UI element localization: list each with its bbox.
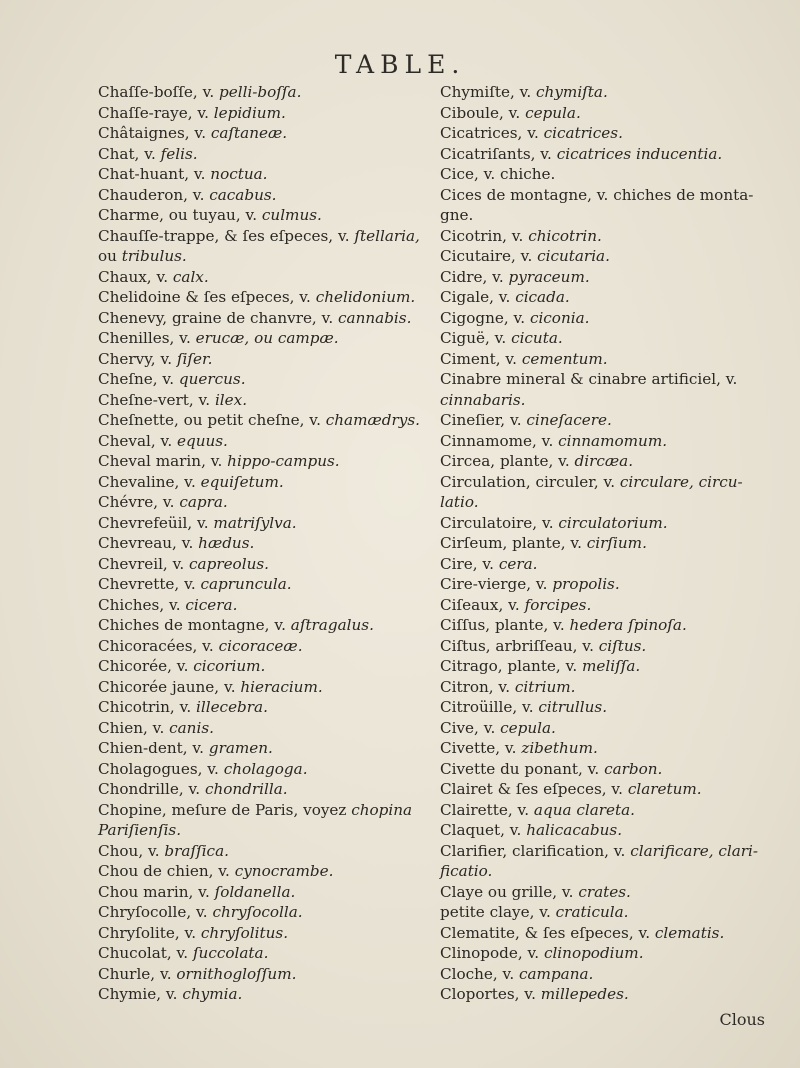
index-entry	[98, 984, 433, 1005]
entry-latin: quercus.	[178, 370, 246, 388]
entry-term: Cholagogues, v.	[98, 759, 224, 778]
entry-latin: circulatorium.	[558, 513, 668, 532]
index-entry	[98, 800, 433, 821]
index-entry	[440, 82, 785, 103]
index-entry	[98, 677, 433, 698]
index-entry	[440, 595, 785, 616]
entry-latin: zibethum.	[521, 739, 598, 757]
index-entry	[440, 759, 785, 780]
entry-latin: braſſica.	[164, 841, 229, 860]
entry-latin: cannabis.	[338, 308, 412, 327]
index-entry	[440, 984, 785, 1005]
index-entry	[98, 820, 433, 841]
index-entry	[98, 615, 433, 636]
entry-term: Chopine, meſure de Paris, voyez	[98, 800, 352, 819]
index-entry	[98, 82, 433, 103]
entry-latin: gramen.	[208, 739, 273, 757]
index-entry	[440, 656, 785, 677]
index-entry	[98, 882, 433, 903]
index-entry	[98, 267, 433, 288]
index-entry	[440, 103, 785, 124]
index-entry	[98, 738, 433, 759]
entry-latin: circulare, circu-	[619, 472, 743, 491]
index-entry	[98, 205, 433, 226]
entry-term: Chou marin, v.	[98, 882, 215, 901]
entry-latin: hieracium.	[240, 677, 323, 696]
entry-latin: chicotrin.	[528, 226, 602, 245]
entry-term: Cicatriſants, v.	[440, 144, 557, 163]
entry-latin: cementum.	[521, 349, 608, 368]
entry-latin: meliſſa.	[582, 657, 641, 675]
index-entry	[98, 759, 433, 780]
entry-term: Chevrette, v.	[98, 575, 201, 593]
entry-latin: cacabus.	[209, 185, 277, 204]
index-entry	[98, 164, 433, 185]
entry-term: Ciſtus, arbriſſeau, v.	[440, 636, 599, 655]
index-entry	[98, 369, 433, 390]
entry-term: Clairet & ſes eſpeces, v.	[440, 780, 628, 798]
entry-term: Clarifier, clarification, v.	[440, 841, 631, 860]
entry-latin: campana.	[518, 964, 594, 983]
entry-latin: hædus.	[198, 534, 255, 552]
index-entry	[98, 349, 433, 370]
index-entry	[440, 226, 785, 247]
index-entry	[440, 513, 785, 534]
index-entry	[98, 144, 433, 165]
entry-term: Chien-dent, v.	[98, 739, 209, 757]
entry-latin: cepula.	[500, 718, 556, 737]
entry-term: Chiches de montagne, v.	[98, 616, 291, 634]
entry-latin: hippo-campus.	[227, 452, 340, 470]
entry-latin: cynocrambe.	[234, 862, 334, 880]
index-entry	[98, 328, 433, 349]
entry-term: Claquet, v.	[440, 821, 527, 839]
index-entry	[440, 861, 785, 882]
entry-latin: clematis.	[654, 923, 725, 942]
index-entry	[440, 902, 785, 923]
entry-latin: millepedes.	[540, 985, 629, 1003]
entry-term: Chicorée jaune, v.	[98, 677, 241, 696]
entry-term: Chou de chien, v.	[98, 862, 235, 880]
entry-latin: chelidonium.	[315, 288, 416, 306]
index-entry	[440, 267, 785, 288]
index-entry	[98, 636, 433, 657]
index-entry	[440, 410, 785, 431]
entry-term: Cheſne, v.	[98, 370, 179, 388]
entry-term: Cloche, v.	[440, 964, 519, 983]
index-entry	[440, 472, 785, 493]
entry-latin: clarificare, clari-	[630, 841, 759, 860]
entry-term: gne.	[440, 206, 474, 224]
index-entry	[98, 574, 433, 595]
entry-term: Chevaline, v.	[98, 472, 201, 491]
entry-term: Chicoracées, v.	[98, 636, 219, 655]
entry-latin: Pariſienſis.	[98, 821, 182, 839]
entry-latin: illecebra.	[196, 698, 268, 716]
entry-term: Chelidoine & ſes eſpeces, v.	[98, 288, 316, 306]
index-entry	[98, 308, 433, 329]
entry-term: Clairette, v.	[440, 800, 534, 819]
entry-term: Chaſſe-raye, v.	[98, 103, 214, 122]
index-entry	[440, 636, 785, 657]
entry-term: Cheval, v.	[98, 431, 177, 450]
entry-term: Chicotrin, v.	[98, 698, 196, 716]
index-entry	[98, 779, 433, 800]
entry-latin: capreolus.	[189, 554, 269, 573]
index-entry	[440, 964, 785, 985]
entry-term: Churle, v.	[98, 964, 177, 983]
entry-latin: ilex.	[214, 390, 248, 409]
entry-term: Cheſne-vert, v.	[98, 390, 215, 409]
entry-term: Chenilles, v.	[98, 329, 196, 347]
entry-latin: propolis.	[552, 575, 620, 593]
entry-term: Cloportes, v.	[440, 985, 541, 1003]
index-entry	[98, 103, 433, 124]
index-entry	[98, 841, 433, 862]
left-column	[98, 82, 433, 1005]
entry-term: Cidre, v.	[440, 267, 509, 286]
index-entry	[98, 656, 433, 677]
entry-latin: capra.	[179, 493, 228, 511]
entry-term: Cinnamome, v.	[440, 431, 559, 450]
index-entry	[440, 308, 785, 329]
entry-latin: ſuccolata.	[192, 944, 269, 962]
entry-term: Circea, plante, v.	[440, 452, 575, 470]
entry-term: Clematite, & ſes eſpeces, v.	[440, 923, 655, 942]
entry-term: Chicorée, v.	[98, 657, 194, 675]
index-entry	[440, 287, 785, 308]
entry-latin: cicada.	[515, 288, 570, 306]
entry-term: Chat-huant, v.	[98, 165, 211, 183]
entry-latin: lepidium.	[213, 103, 286, 122]
index-entry	[440, 697, 785, 718]
index-entry	[98, 718, 433, 739]
entry-term: petite claye, v.	[440, 903, 556, 921]
entry-latin: chymia.	[182, 985, 243, 1003]
entry-latin: ciſtus.	[598, 636, 647, 655]
entry-latin: cepula.	[525, 103, 581, 122]
index-entry	[440, 123, 785, 144]
index-entry	[98, 964, 433, 985]
index-entry	[440, 390, 785, 411]
entry-latin: chondrilla.	[204, 780, 288, 798]
entry-term: Cicatrices, v.	[440, 124, 544, 142]
entry-term: Cire, v.	[440, 554, 499, 573]
entry-term: Ciſſus, plante, v.	[440, 616, 570, 634]
entry-term: Chryſocolle, v.	[98, 903, 213, 921]
index-entry	[440, 144, 785, 165]
entry-latin: pelli-boſſa.	[219, 83, 302, 101]
index-entry	[440, 205, 785, 226]
entry-term: Chymiſte, v.	[440, 83, 537, 101]
entry-term: Cive, v.	[440, 718, 501, 737]
entry-term: Chévre, v.	[98, 493, 180, 511]
index-entry	[98, 513, 433, 534]
page-title: TABLE.	[334, 50, 466, 79]
entry-latin: pyraceum.	[508, 267, 590, 286]
entry-term: Cinabre mineral & cinabre artificiel, v.	[440, 370, 738, 388]
entry-latin: hedera ſpinoſa.	[569, 616, 687, 634]
entry-term: Chervy, v.	[98, 349, 177, 368]
index-entry	[98, 697, 433, 718]
index-entry	[98, 472, 433, 493]
entry-latin: cicuta.	[511, 329, 563, 347]
entry-latin: ſiſer.	[176, 349, 213, 368]
index-entry	[440, 328, 785, 349]
index-entry	[98, 123, 433, 144]
entry-term: Chymie, v.	[98, 985, 183, 1003]
entry-latin: ſoldanella.	[214, 882, 296, 901]
index-entry	[440, 246, 785, 267]
entry-term: Chat, v.	[98, 144, 161, 163]
entry-latin: latio.	[440, 493, 479, 511]
index-entry	[98, 185, 433, 206]
entry-term: Châtaignes, v.	[98, 124, 211, 142]
entry-term: Clinopode, v.	[440, 944, 544, 962]
index-entry	[98, 226, 433, 247]
entry-latin: cicorium.	[193, 657, 266, 675]
entry-term: Chucolat, v.	[98, 944, 193, 962]
entry-latin: halicacabus.	[526, 821, 623, 839]
index-entry	[440, 492, 785, 513]
entry-latin: clinopodium.	[543, 944, 644, 962]
entry-latin: citrullus.	[538, 698, 608, 716]
entry-term: Chauſſe-trappe, & ſes eſpeces, v.	[98, 226, 355, 245]
index-entry	[98, 287, 433, 308]
index-entry	[440, 431, 785, 452]
entry-latin: felis.	[160, 144, 198, 163]
entry-latin: calx.	[172, 267, 209, 286]
index-entry	[98, 595, 433, 616]
entry-latin: chryſolitus.	[200, 923, 289, 942]
entry-term: Chenevy, graine de chanvre, v.	[98, 308, 339, 327]
entry-latin: crates.	[578, 882, 631, 901]
entry-term: Cheval marin, v.	[98, 452, 228, 470]
index-entry	[440, 533, 785, 554]
index-entry	[98, 390, 433, 411]
entry-term: Circulatoire, v.	[440, 513, 559, 532]
entry-latin: dircæa.	[574, 452, 634, 470]
entry-latin: craticula.	[555, 903, 629, 921]
entry-latin: noctua.	[210, 165, 268, 183]
entry-latin: cicoraceæ.	[218, 636, 303, 655]
entry-term: Ciboule, v.	[440, 103, 526, 122]
entry-term: Cheſnette, ou petit cheſne, v.	[98, 411, 326, 429]
index-entry	[440, 923, 785, 944]
index-entry	[440, 738, 785, 759]
entry-term: Chevreil, v.	[98, 554, 190, 573]
index-entry	[440, 349, 785, 370]
entry-term: Chryſolite, v.	[98, 923, 201, 942]
entry-latin: tribulus.	[121, 247, 187, 265]
entry-latin: erucæ, ou campæ.	[195, 329, 339, 347]
entry-latin: ficatio.	[440, 862, 493, 880]
index-entry	[98, 554, 433, 575]
right-column	[440, 82, 785, 1005]
entry-latin: forcipes.	[524, 595, 592, 614]
index-entry	[440, 574, 785, 595]
index-entry	[440, 677, 785, 698]
entry-latin: cholagoga.	[223, 759, 308, 778]
entry-latin: chymiſta.	[536, 83, 608, 101]
entry-latin: aqua clareta.	[533, 800, 636, 819]
entry-term: Chiches, v.	[98, 595, 186, 614]
entry-term: Cices de montagne, v. chiches de monta-	[440, 185, 754, 204]
catchword: Clous	[719, 1010, 765, 1029]
index-entry	[98, 451, 433, 472]
entry-latin: cicatrices inducentia.	[556, 144, 723, 163]
index-entry	[98, 410, 433, 431]
index-entry	[98, 533, 433, 554]
entry-latin: capruncula.	[200, 575, 292, 593]
index-entry	[440, 185, 785, 206]
entry-latin: cineſacere.	[526, 411, 612, 429]
index-entry	[440, 820, 785, 841]
entry-latin: ſtellaria,	[354, 226, 420, 245]
entry-latin: cirſium.	[586, 534, 647, 552]
entry-latin: chamædrys.	[325, 411, 420, 429]
entry-latin: cera.	[498, 554, 538, 573]
entry-term: Cigogne, v.	[440, 308, 530, 327]
entry-term: Ciment, v.	[440, 349, 522, 368]
entry-latin: chryſocolla.	[212, 903, 303, 921]
index-entry	[440, 615, 785, 636]
entry-term: Chondrille, v.	[98, 780, 205, 798]
entry-term: Circulation, circuler, v.	[440, 472, 620, 491]
entry-latin: carbon.	[604, 759, 663, 778]
index-entry	[440, 554, 785, 575]
index-entry	[440, 164, 785, 185]
entry-term: Cigale, v.	[440, 288, 516, 306]
entry-term: Charme, ou tuyau, v.	[98, 206, 262, 224]
entry-term: Cire-vierge, v.	[440, 575, 553, 593]
entry-term: Cice, v. chiche.	[440, 165, 556, 183]
entry-latin: claretum.	[627, 780, 702, 798]
entry-term: Citrago, plante, v.	[440, 657, 583, 675]
entry-term: Cirſeum, plante, v.	[440, 534, 587, 552]
entry-term: Cineſier, v.	[440, 411, 527, 429]
entry-latin: caſtaneæ.	[210, 124, 288, 142]
index-entry	[98, 902, 433, 923]
index-entry	[98, 246, 433, 267]
index-entry	[98, 923, 433, 944]
entry-latin: ornithogloſſum.	[176, 964, 297, 983]
entry-latin: chopina	[351, 800, 413, 819]
entry-term: ou	[98, 247, 122, 265]
entry-latin: equus.	[176, 431, 228, 450]
entry-term: Ciguë, v.	[440, 329, 512, 347]
entry-term: Chevreau, v.	[98, 534, 199, 552]
index-entry	[440, 718, 785, 739]
entry-term: Claye ou grille, v.	[440, 882, 579, 901]
index-entry	[440, 841, 785, 862]
index-entry	[440, 369, 785, 390]
entry-latin: culmus.	[261, 206, 322, 224]
entry-latin: cicutaria.	[537, 247, 610, 265]
index-entry	[98, 431, 433, 452]
entry-term: Chauderon, v.	[98, 185, 210, 204]
entry-term: Chou, v.	[98, 841, 165, 860]
entry-term: Chien, v.	[98, 718, 170, 737]
entry-latin: cinnabaris.	[440, 390, 526, 409]
entry-latin: aſtragalus.	[290, 616, 374, 634]
entry-term: Cicotrin, v.	[440, 226, 529, 245]
entry-latin: canis.	[169, 718, 214, 737]
index-entry	[98, 861, 433, 882]
entry-term: Citron, v.	[440, 677, 515, 696]
entry-latin: ciconia.	[529, 308, 590, 327]
index-entry	[440, 451, 785, 472]
entry-latin: citrium.	[514, 677, 576, 696]
index-entry	[98, 492, 433, 513]
entry-latin: cinnamomum.	[558, 431, 668, 450]
index-entry	[440, 800, 785, 821]
entry-term: Civette du ponant, v.	[440, 759, 605, 778]
entry-term: Chaux, v.	[98, 267, 173, 286]
index-entry	[440, 943, 785, 964]
entry-term: Chevrefeüil, v.	[98, 513, 214, 532]
entry-term: Ciſeaux, v.	[440, 595, 525, 614]
entry-latin: cicatrices.	[543, 124, 623, 142]
entry-latin: cicera.	[185, 595, 238, 614]
entry-latin: matriſylva.	[213, 513, 297, 532]
entry-term: Chaſſe-boſſe, v.	[98, 83, 220, 101]
entry-term: Citroüille, v.	[440, 698, 539, 716]
entry-term: Cicutaire, v.	[440, 247, 538, 265]
entry-term: Civette, v.	[440, 739, 522, 757]
index-entry	[440, 882, 785, 903]
index-entry	[440, 779, 785, 800]
entry-latin: equiſetum.	[200, 472, 284, 491]
index-entry	[98, 943, 433, 964]
